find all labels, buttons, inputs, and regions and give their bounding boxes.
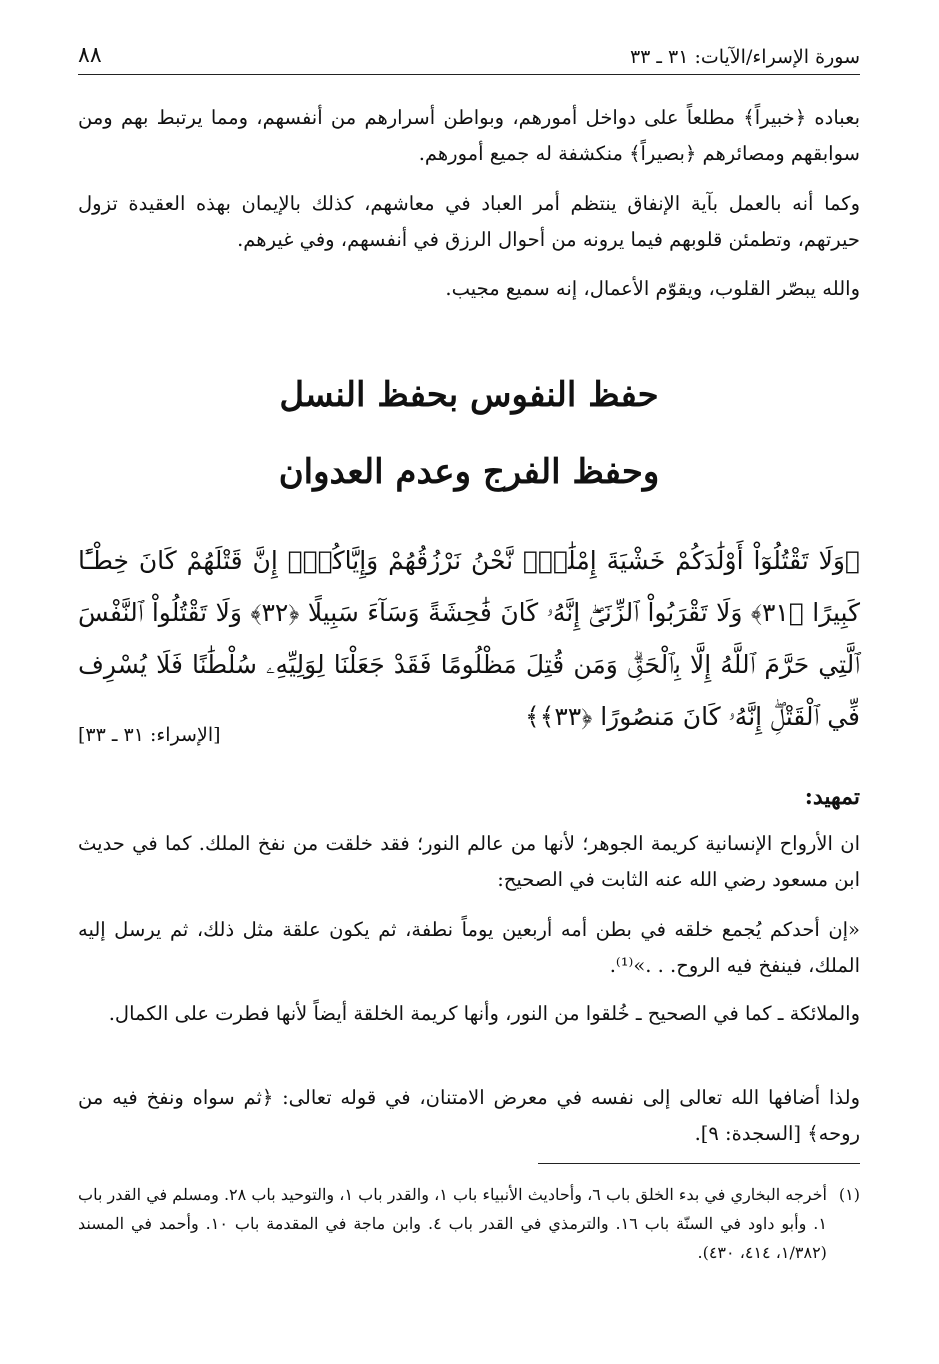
section-title-line-2: وحفظ الفرج وعدم العدوان [278,452,660,492]
footnote-1 [78,1180,860,1267]
page-header [78,30,860,75]
section-title-line-1: حفظ النفوس بحفظ النسل [279,375,659,415]
intro-paragraph-1: بعباده ﴿خبيراً﴾ مطلعاً على دواخل أمورهم، وبواطن أسرارهم من أنفسهم، ومما يرتبط بهم ومن سوابقهم ومصائرهم ﴿بصيراً﴾ منكشفة له جميع أمورهم. [78,106,860,165]
footnote-text: أخرجه البخاري في بدء الخلق باب ٦، وأحاديث الأنبياء باب ١، والقدر باب ١، والتوحيد باب ٢٨. ومسلم في القدر باب ١. وأبو داود في السنّة باب ١٦. والترمذي في القدر باب ٤. وابن ماجة في المقدمة باب ١٠. وأحمد في المسند (١/٣٨٢، ٤١٤، ٤٣٠). [78,1185,827,1262]
preface-heading: تمهيد: [804,784,860,810]
footnotes [78,1180,860,1267]
preface-paragraph-2: «إن أحدكم يُجمع خلقه في بطن أمه أربعين يوماً نطفة، ثم يكون علقة مثل ذلك، ثم يرسل إليه الملك، فينفخ فيه الروح. . .»⁽¹⁾. [78,918,860,977]
quran-verses: ﴿وَلَا تَقْتُلُوٓاْ أَوْلَٰدَكُمْ خَشْيَةَ إِمْلَٰقٍۖ نَّحْنُ نَرْزُقُهُمْ وَإِيَّاكُمْۚ إِنَّ قَتْلَهُمْ كَانَ خِطْـًٔا كَبِيرًا ﴿٣١﴾ وَلَا تَقْرَبُواْ ٱلزِّنَىٰٓۖ إِنَّهُۥ كَانَ فَٰحِشَةً وَسَآءَ سَبِيلًا ﴿٣٢﴾ وَلَا تَقْتُلُواْ ٱلنَّفْسَ ٱلَّتِي حَرَّمَ ٱللَّهُ إِلَّا بِٱلْحَقِّۗ وَمَن قُتِلَ مَظْلُومًا فَقَدْ جَعَلْنَا لِوَلِيِّهِۦ سُلْطَٰنًا فَلَا يُسْرِف فِّي ٱلْقَتْلِۖ إِنَّهُۥ كَانَ مَنصُورًا ﴿٣٣﴾﴾ [78,546,861,731]
page-number: ٨٨ [78,43,102,68]
footnote-marker: (١) [838,1185,860,1204]
preface-paragraph-1: ان الأرواح الإنسانية كريمة الجوهر؛ لأنها من عالم النور؛ فقد خلقت من نفخ الملك. كما في حديث ابن مسعود رضي الله عنه الثابت في الصحيح: [78,832,860,891]
verse-reference-text: [الإسراء: ٣١ ـ ٣٣] [78,724,221,746]
preface-paragraph-3: والملائكة ـ كما في الصحيح ـ خُلقوا من النور، وأنها كريمة الخلقة أيضاً لأنها فطرت على الكمال. [108,1002,860,1025]
intro-paragraph-2: وكما أنه بالعمل بآية الإنفاق ينتظم أمر العباد في معاشهم، كذلك بالإيمان بهذه العقيدة تزول حيرتهم، وتطمئن قلوبهم فيما يرونه من أحوال الرزق في أنفسهم، وفي غيرهم. [78,192,860,251]
preface-paragraph-4: ولذا أضافها الله تعالى إلى نفسه في معرض الامتنان، في قوله تعالى: ﴿ثم سواه ونفخ فيه من روحه﴾ [السجدة: ٩]. [78,1086,860,1145]
verse-reference [78,724,860,746]
footnote-divider [538,1163,860,1164]
running-title: سورة الإسراء/الآيات: ٣١ ـ ٣٣ [629,46,860,68]
intro-paragraph-3: والله يبصّر القلوب، ويقوّم الأعمال، إنه سميع مجيب. [445,277,860,300]
